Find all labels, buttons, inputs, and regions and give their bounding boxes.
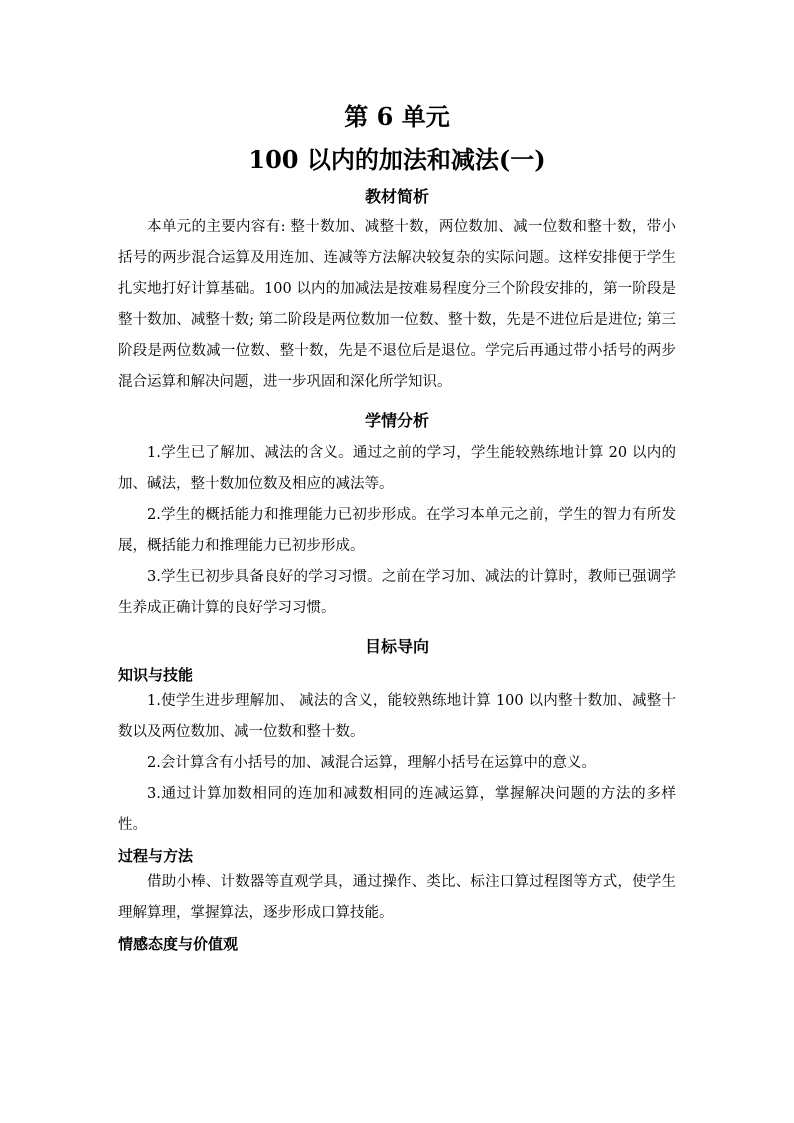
knowledge-skills-item: 1.使学生进步理解加、 减法的含义，能较熟练地计算 100 以内整十数加、减整十数以及两位数加、减一位数和整十数。 bbox=[118, 693, 676, 740]
subheading-knowledge-skills: 知识与技能 bbox=[118, 666, 194, 684]
section-heading-textbook-analysis: 教材简析 bbox=[364, 187, 429, 206]
subheading-process-methods: 过程与方法 bbox=[118, 847, 194, 865]
knowledge-skills-item: 2.会计算含有小括号的加、减混合运算，理解小括号在运算中的意义。 bbox=[147, 755, 596, 771]
main-title: 100 以内的加法和减法(一) bbox=[248, 145, 546, 174]
document-page bbox=[118, 96, 676, 955]
subheading-emotion-values: 情感态度与价值观 bbox=[118, 935, 239, 953]
unit-title: 第 6 单元 bbox=[344, 102, 450, 131]
section-heading-goals: 目标导向 bbox=[364, 637, 429, 656]
textbook-analysis-paragraph: 本单元的主要内容有: 整十数加、减整十数，两位数加、减一位数和整十数，带小括号的两步混合运算及用连加、连减等方法解决较复杂的实际问题。这样安排便于学生扎实地打好计算基础。100 以内的加减法是按难易程度分三个阶段安排的，第一阶段是整十数加、减整十数; 第二阶段是两位数加一位数、整十数，先是不进位后是进位; 第三阶段是两位数减一位数、整十数，先是不退位后是退位。学完后再通过带小括号的两步混合运算和解决问题，进一步巩固和深化所学知识。 bbox=[118, 219, 676, 390]
student-analysis-item: 1.学生已了解加、减法的含义。通过之前的学习，学生能较熟练地计算 20 以内的加、碱法，整十数加位数及相应的减法等。 bbox=[118, 445, 676, 492]
student-analysis-item: 2.学生的概括能力和推理能力已初步形成。在学习本单元之前，学生的智力有所发展，概括能力和推理能力已初步形成。 bbox=[118, 507, 676, 554]
student-analysis-list bbox=[118, 438, 676, 624]
knowledge-skills-list bbox=[118, 686, 676, 841]
student-analysis-item: 3.学生已初步具备良好的学习习惯。之前在学习加、减法的计算时，教师已强调学生养成正确计算的良好学习习惯。 bbox=[118, 569, 676, 616]
section-heading-student-analysis: 学情分析 bbox=[364, 411, 429, 430]
process-methods-paragraph: 借助小棒、计数器等直观学具，通过操作、类比、标注口算过程图等方式，使学生理解算理，掌握算法，逐步形成口算技能。 bbox=[118, 874, 676, 921]
knowledge-skills-item: 3.通过计算加数相同的连加和减数相同的连减运算，掌握解决问题的方法的多样性。 bbox=[118, 786, 676, 833]
